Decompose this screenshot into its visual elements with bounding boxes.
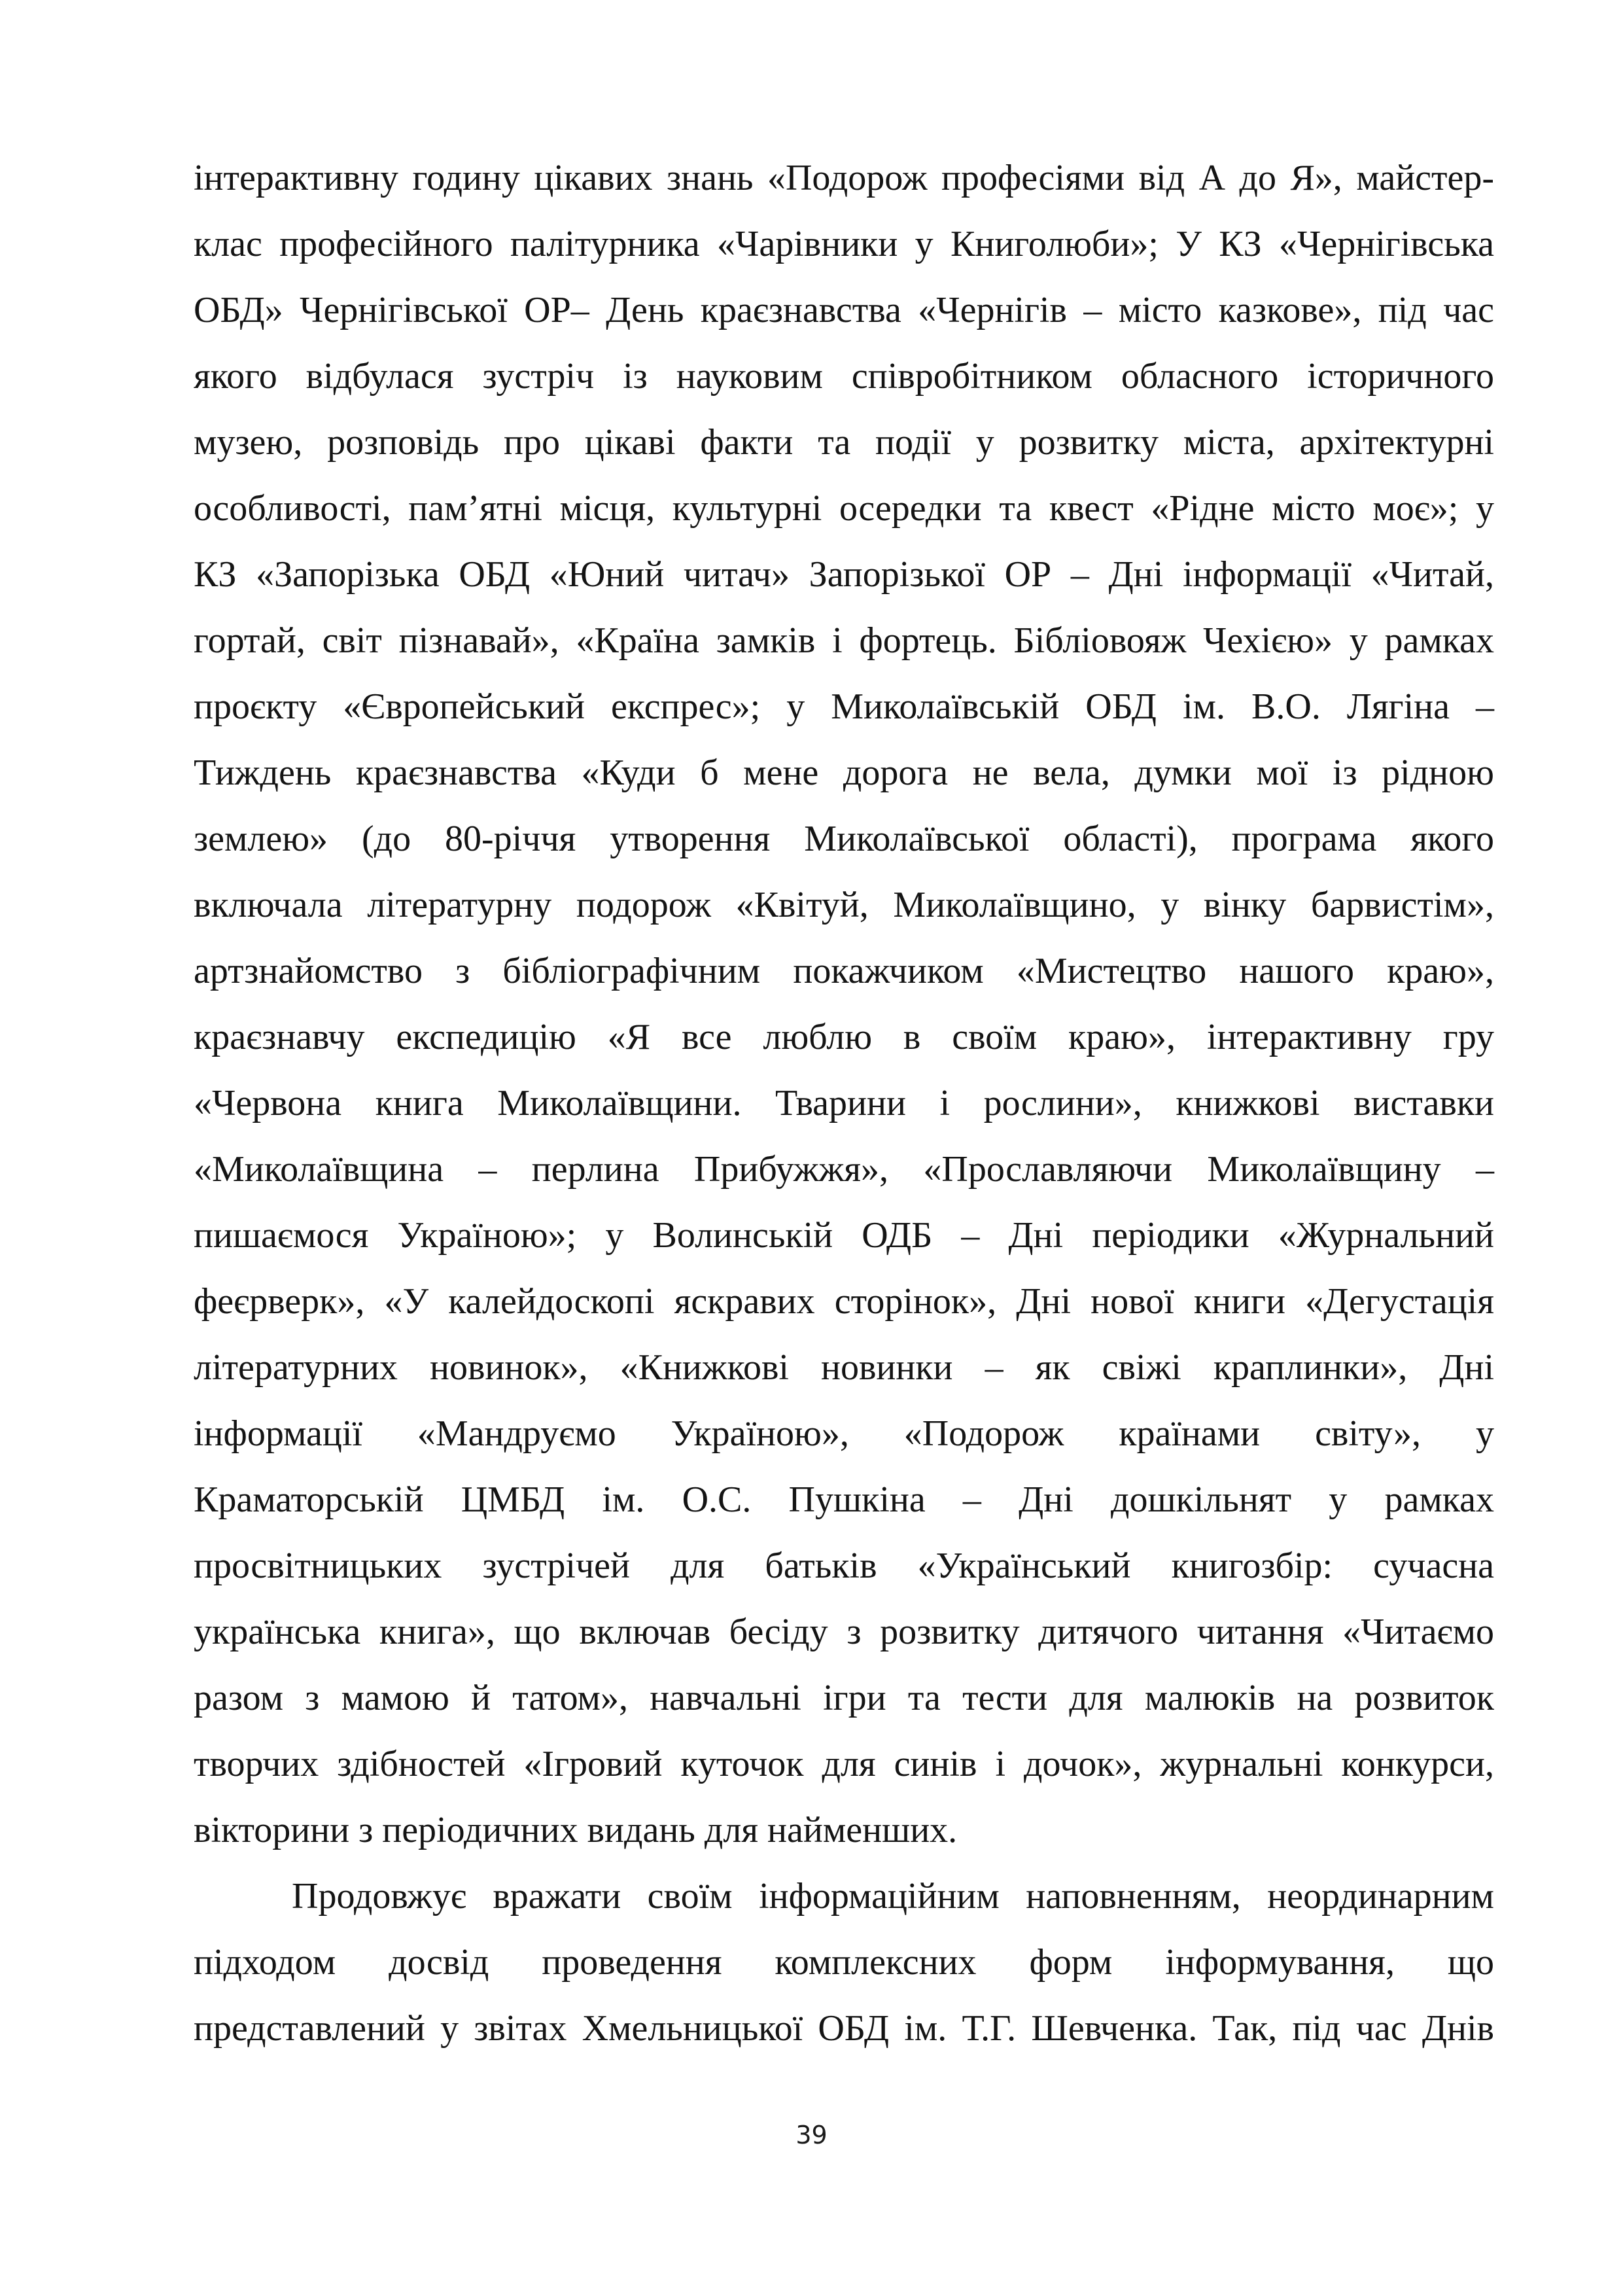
text-line: феєрверк», «У калейдоскопі яскравих сторінок», Дні нової книги «Дегустація (194, 1281, 1494, 1322)
text-line: пишаємося Україною»; у Волинській ОДБ – Дні періодики «Журнальний (194, 1215, 1494, 1256)
text-line: ОБД» Чернігівської ОР– День краєзнавства «Чернігів – місто казкове», під час (194, 290, 1494, 330)
text-line: музею, розповідь про цікаві факти та події у розвитку міста, архітектурні (194, 422, 1494, 463)
text-line: літературних новинок», «Книжкові новинки – як свіжі краплинки», Дні (194, 1347, 1494, 1388)
text-line: клас професійного палітурника «Чарівники у Книголюби»; У КЗ «Чернігівська (194, 224, 1494, 264)
text-line: Тиждень краєзнавства «Куди б мене дорога не вела, думки мої із рідною (194, 752, 1494, 793)
text-line: «Миколаївщина – перлина Прибужжя», «Прославляючи Миколаївщину – (194, 1149, 1494, 1190)
text-line: разом з мамою й татом», навчальні ігри та тести для малюків на розвиток (194, 1678, 1494, 1718)
text-line: особливості, пам’ятні місця, культурні осередки та квест «Рідне місто моє»; у (194, 488, 1494, 529)
text-line: творчих здібностей «Ігровий куточок для синів і дочок», журнальні конкурси, (194, 1744, 1494, 1784)
text-line: представлений у звітах Хмельницької ОБД ім. Т.Г. Шевченка. Так, під час Днів (194, 2008, 1494, 2049)
body-text (194, 145, 1494, 2062)
text-line: «Червона книга Миколаївщини. Тварини і рослини», книжкові виставки (194, 1083, 1494, 1123)
text-line: інформації «Мандруємо Україною», «Подорож країнами світу», у (194, 1413, 1494, 1454)
text-line: включала літературну подорож «Квітуй, Миколаївщино, у вінку барвистім», (194, 885, 1494, 925)
text-line: проєкту «Європейський експрес»; у Миколаївській ОБД ім. В.О. Лягіна – (194, 686, 1494, 727)
text-line: гортай, світ пізнавай», «Країна замків і фортець. Бібліовояж Чехією» у рамках (194, 620, 1494, 661)
page-number: 39 (795, 2121, 828, 2149)
text-line: підходом досвід проведення комплексних форм інформування, що (194, 1942, 1494, 1983)
text-line: артзнайомство з бібліографічним покажчиком «Мистецтво нашого краю», (194, 951, 1494, 991)
text-line: КЗ «Запорізька ОБД «Юний читач» Запорізької ОР – Дні інформації «Читай, (194, 554, 1494, 595)
text-line: Краматорській ЦМБД ім. О.С. Пушкіна – Дні дошкільнят у рамках (194, 1479, 1494, 1520)
text-line: вікторини з періодичних видань для найменших. (194, 1810, 958, 1850)
text-line: просвітницьких зустрічей для батьків «Український книгозбір: сучасна (194, 1545, 1494, 1586)
text-line: землею» (до 80-річчя утворення Миколаївської області), програма якого (194, 819, 1494, 859)
text-line: Продовжує вражати своїм інформаційним наповненням, неординарним (292, 1876, 1494, 1916)
text-line: інтерактивну годину цікавих знань «Подорож професіями від А до Я», майстер- (194, 158, 1494, 198)
text-line: якого відбулася зустріч із науковим співробітником обласного історичного (194, 356, 1494, 397)
text-line: українська книга», що включав бесіду з розвитку дитячого читання «Читаємо (194, 1612, 1494, 1652)
text-line: краєзнавчу експедицію «Я все люблю в своїм краю», інтерактивну гру (194, 1017, 1494, 1057)
